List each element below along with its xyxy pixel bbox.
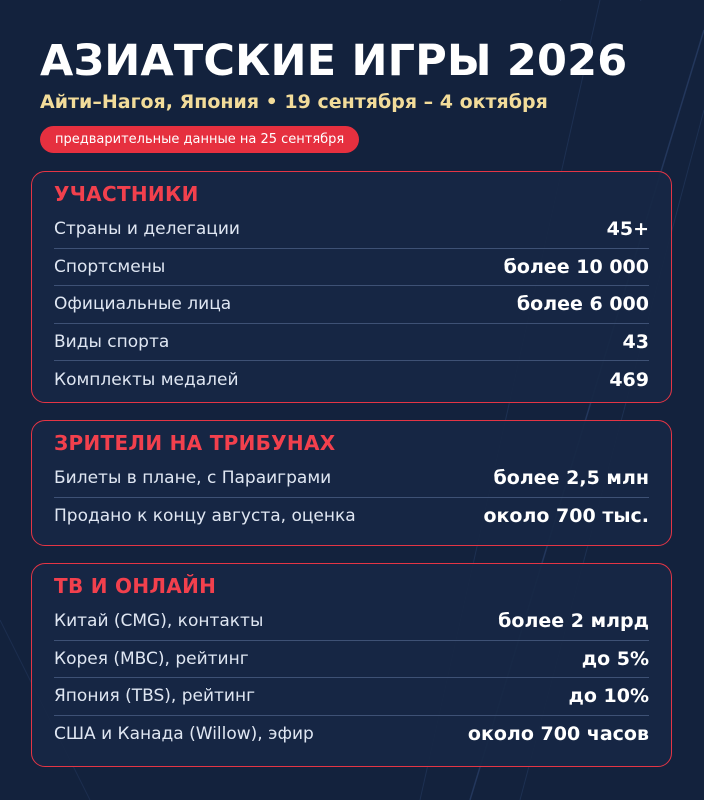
list-item [54,603,649,641]
section-title: ТВ И ОНЛАЙН [54,574,217,598]
row-value: более 2 млрд [498,610,649,633]
header [40,36,680,114]
row-value: до 10% [568,685,649,708]
list-item [54,249,649,287]
section-spectators [31,420,672,546]
row-value: до 5% [581,647,649,670]
row-value: более 10 000 [503,255,649,278]
list-item [54,678,649,716]
row-value: более 6 000 [516,293,649,316]
row-label: Страны и делегации [54,219,240,240]
row-value: 45+ [606,218,649,241]
list-item [54,498,649,536]
row-label: Продано к концу августа, оценка [54,506,356,527]
section-title: ЗРИТЕЛИ НА ТРИБУНАХ [54,431,336,455]
row-value: около 700 часов [467,723,649,746]
section-tv-online [31,563,672,767]
page-title: АЗИАТСКИЕ ИГРЫ 2026 [40,36,628,86]
status-badge: предварительные данные на 25 сентября [40,126,359,153]
row-label: Комплекты медалей [54,369,239,390]
section-participants [31,171,672,403]
list-item [54,286,649,324]
row-label: Китай (CMG), контакты [54,611,264,632]
list-item [54,324,649,362]
row-label: Япония (TBS), рейтинг [54,686,256,707]
list-item [54,211,649,249]
row-value: более 2,5 млн [493,467,649,490]
row-label: Корея (MBC), рейтинг [54,648,249,669]
event-subtitle: Айти–Нагоя, Япония • 19 сентября – 4 октября [40,91,548,113]
row-label: Билеты в плане, с Параиграми [54,468,332,489]
list-item [54,460,649,498]
list-item [54,716,649,754]
row-value: 469 [609,368,649,391]
list-item [54,641,649,679]
row-value: 43 [622,330,649,353]
row-label: США и Канада (Willow), эфир [54,724,314,745]
row-label: Спортсмены [54,256,166,277]
row-label: Виды спорта [54,331,170,352]
list-item [54,361,649,399]
section-title: УЧАСТНИКИ [54,182,199,206]
row-value: около 700 тыс. [483,505,649,528]
row-label: Официальные лица [54,294,232,315]
